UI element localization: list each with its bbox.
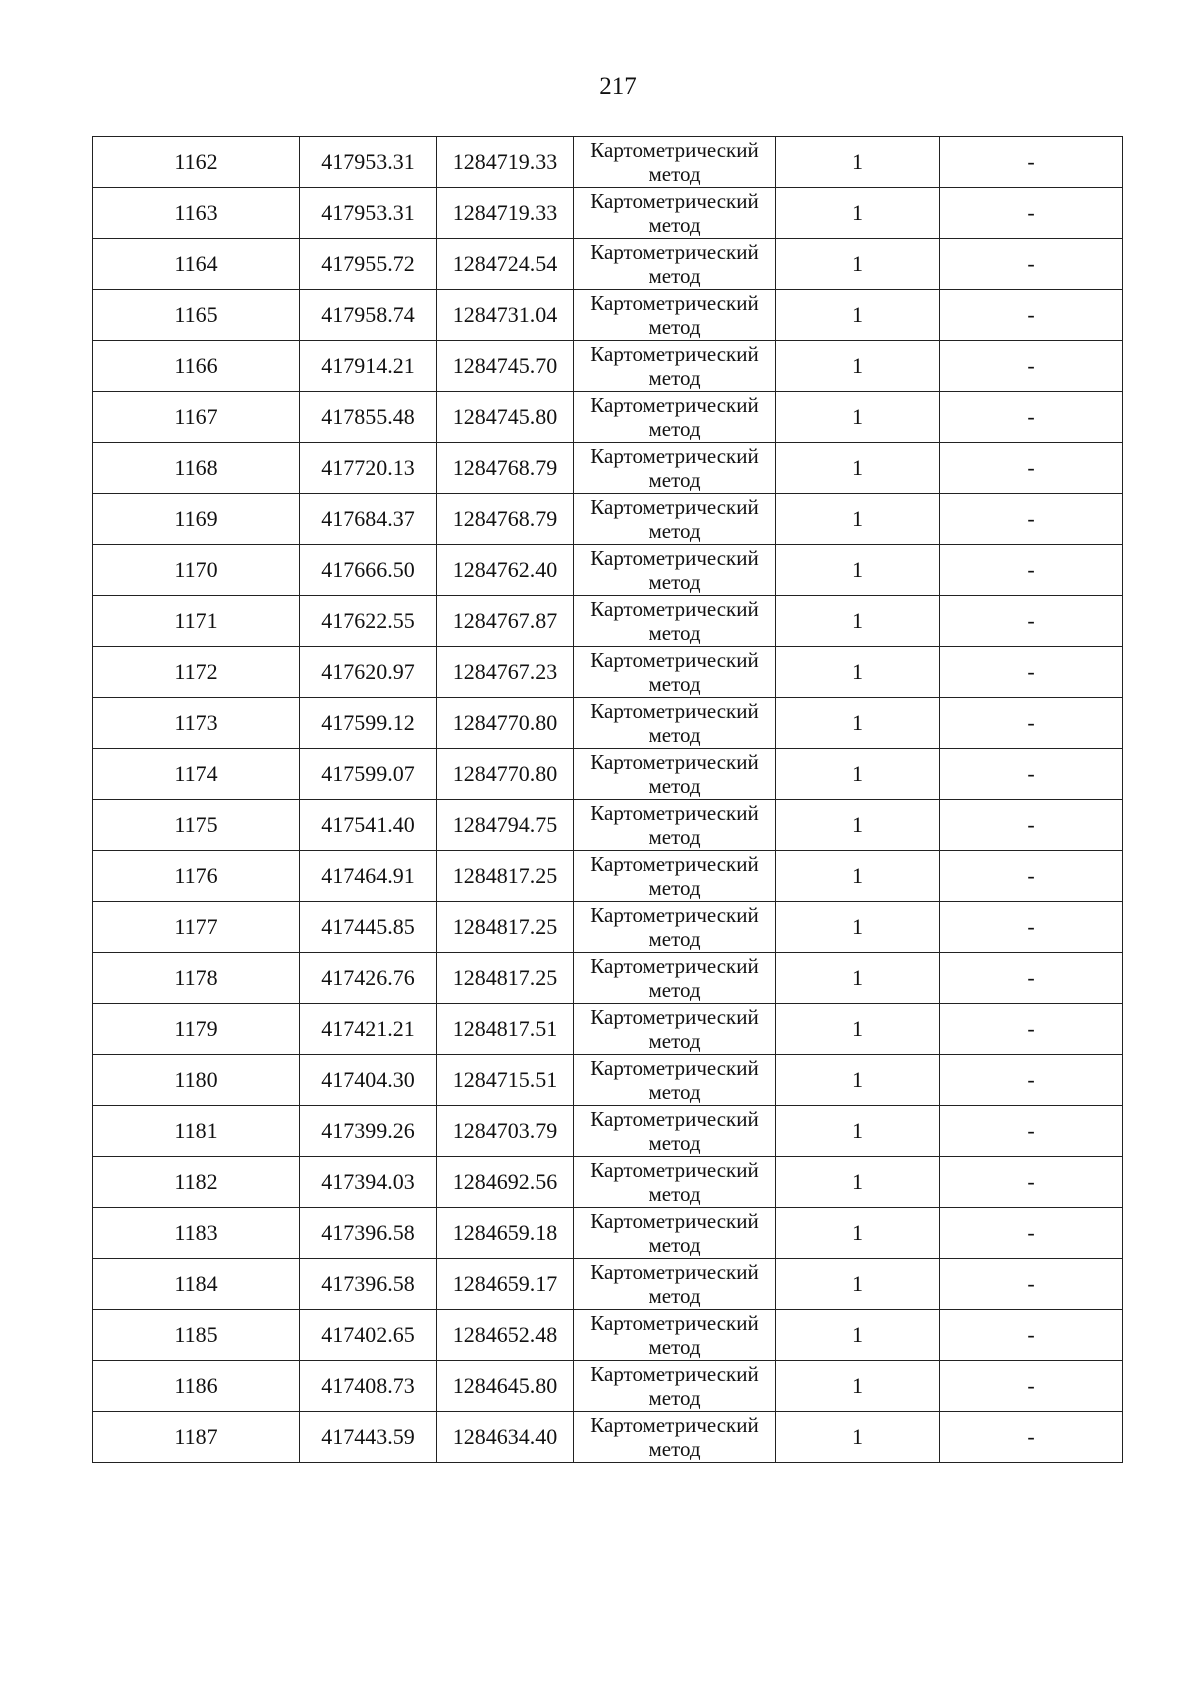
method-label-line1: Картометрический xyxy=(590,903,759,927)
table-row xyxy=(93,392,1123,443)
point-number-cell: 1182 xyxy=(93,1157,300,1208)
method-label-line2: метод xyxy=(648,1182,701,1206)
coordinates-table xyxy=(92,136,1123,1463)
method-label-line2: метод xyxy=(648,213,701,237)
y-coordinate-cell: 1284767.23 xyxy=(437,647,574,698)
table-row xyxy=(93,1004,1123,1055)
table-row xyxy=(93,290,1123,341)
method-cell xyxy=(574,1055,776,1106)
method-cell xyxy=(574,749,776,800)
page-number: 217 xyxy=(599,73,637,100)
y-coordinate-cell: 1284745.70 xyxy=(437,341,574,392)
point-number-cell: 1163 xyxy=(93,188,300,239)
note-cell: - xyxy=(940,698,1123,749)
method-cell xyxy=(574,1259,776,1310)
method-cell xyxy=(574,443,776,494)
note-cell: - xyxy=(940,341,1123,392)
method-label-line2: метод xyxy=(648,366,701,390)
y-coordinate-cell: 1284817.25 xyxy=(437,851,574,902)
table-row xyxy=(93,188,1123,239)
y-coordinate-cell: 1284692.56 xyxy=(437,1157,574,1208)
method-cell xyxy=(574,596,776,647)
point-number-cell: 1187 xyxy=(93,1412,300,1463)
method-label-line1: Картометрический xyxy=(590,342,759,366)
method-label-line1: Картометрический xyxy=(590,801,759,825)
point-number-cell: 1185 xyxy=(93,1310,300,1361)
x-coordinate-cell: 417855.48 xyxy=(300,392,437,443)
method-cell xyxy=(574,1004,776,1055)
accuracy-cell: 1 xyxy=(776,1055,940,1106)
note-cell: - xyxy=(940,953,1123,1004)
y-coordinate-cell: 1284719.33 xyxy=(437,137,574,188)
x-coordinate-cell: 417399.26 xyxy=(300,1106,437,1157)
x-coordinate-cell: 417720.13 xyxy=(300,443,437,494)
table-row xyxy=(93,953,1123,1004)
method-label-line1: Картометрический xyxy=(590,1209,759,1233)
method-label-line2: метод xyxy=(648,570,701,594)
method-label-line2: метод xyxy=(648,1437,701,1461)
note-cell: - xyxy=(940,494,1123,545)
method-label-line1: Картометрический xyxy=(590,750,759,774)
method-label-line1: Картометрический xyxy=(590,1005,759,1029)
accuracy-cell: 1 xyxy=(776,341,940,392)
x-coordinate-cell: 417408.73 xyxy=(300,1361,437,1412)
y-coordinate-cell: 1284724.54 xyxy=(437,239,574,290)
point-number-cell: 1173 xyxy=(93,698,300,749)
table-row xyxy=(93,1208,1123,1259)
accuracy-cell: 1 xyxy=(776,800,940,851)
point-number-cell: 1167 xyxy=(93,392,300,443)
point-number-cell: 1169 xyxy=(93,494,300,545)
method-label-line1: Картометрический xyxy=(590,138,759,162)
table-row xyxy=(93,1157,1123,1208)
method-cell xyxy=(574,1157,776,1208)
x-coordinate-cell: 417443.59 xyxy=(300,1412,437,1463)
note-cell: - xyxy=(940,239,1123,290)
method-label-line1: Картометрический xyxy=(590,648,759,672)
accuracy-cell: 1 xyxy=(776,1412,940,1463)
accuracy-cell: 1 xyxy=(776,443,940,494)
accuracy-cell: 1 xyxy=(776,596,940,647)
method-cell xyxy=(574,698,776,749)
table-row xyxy=(93,1106,1123,1157)
table-row xyxy=(93,1361,1123,1412)
point-number-cell: 1183 xyxy=(93,1208,300,1259)
note-cell: - xyxy=(940,1106,1123,1157)
accuracy-cell: 1 xyxy=(776,545,940,596)
accuracy-cell: 1 xyxy=(776,1004,940,1055)
method-label-line1: Картометрический xyxy=(590,1413,759,1437)
y-coordinate-cell: 1284770.80 xyxy=(437,698,574,749)
y-coordinate-cell: 1284762.40 xyxy=(437,545,574,596)
method-label-line2: метод xyxy=(648,162,701,186)
y-coordinate-cell: 1284703.79 xyxy=(437,1106,574,1157)
table-row xyxy=(93,1259,1123,1310)
accuracy-cell: 1 xyxy=(776,188,940,239)
note-cell: - xyxy=(940,749,1123,800)
method-label-line1: Картометрический xyxy=(590,393,759,417)
method-cell xyxy=(574,1208,776,1259)
accuracy-cell: 1 xyxy=(776,290,940,341)
x-coordinate-cell: 417421.21 xyxy=(300,1004,437,1055)
y-coordinate-cell: 1284719.33 xyxy=(437,188,574,239)
point-number-cell: 1175 xyxy=(93,800,300,851)
note-cell: - xyxy=(940,392,1123,443)
x-coordinate-cell: 417404.30 xyxy=(300,1055,437,1106)
y-coordinate-cell: 1284659.18 xyxy=(437,1208,574,1259)
method-label-line2: метод xyxy=(648,1335,701,1359)
method-cell xyxy=(574,392,776,443)
note-cell: - xyxy=(940,851,1123,902)
x-coordinate-cell: 417958.74 xyxy=(300,290,437,341)
x-coordinate-cell: 417426.76 xyxy=(300,953,437,1004)
y-coordinate-cell: 1284731.04 xyxy=(437,290,574,341)
note-cell: - xyxy=(940,902,1123,953)
note-cell: - xyxy=(940,1259,1123,1310)
table-row xyxy=(93,1310,1123,1361)
accuracy-cell: 1 xyxy=(776,1208,940,1259)
table-row xyxy=(93,749,1123,800)
accuracy-cell: 1 xyxy=(776,1361,940,1412)
method-cell xyxy=(574,953,776,1004)
method-label-line1: Картометрический xyxy=(590,1311,759,1335)
y-coordinate-cell: 1284768.79 xyxy=(437,443,574,494)
method-label-line2: метод xyxy=(648,978,701,1002)
method-label-line2: метод xyxy=(648,315,701,339)
table-row xyxy=(93,698,1123,749)
y-coordinate-cell: 1284768.79 xyxy=(437,494,574,545)
point-number-cell: 1171 xyxy=(93,596,300,647)
point-number-cell: 1164 xyxy=(93,239,300,290)
method-label-line1: Картометрический xyxy=(590,1362,759,1386)
point-number-cell: 1172 xyxy=(93,647,300,698)
point-number-cell: 1166 xyxy=(93,341,300,392)
point-number-cell: 1184 xyxy=(93,1259,300,1310)
method-label-line2: метод xyxy=(648,621,701,645)
note-cell: - xyxy=(940,443,1123,494)
method-label-line1: Картометрический xyxy=(590,699,759,723)
note-cell: - xyxy=(940,596,1123,647)
accuracy-cell: 1 xyxy=(776,1157,940,1208)
table-row xyxy=(93,902,1123,953)
y-coordinate-cell: 1284659.17 xyxy=(437,1259,574,1310)
x-coordinate-cell: 417396.58 xyxy=(300,1259,437,1310)
x-coordinate-cell: 417599.07 xyxy=(300,749,437,800)
note-cell: - xyxy=(940,545,1123,596)
method-label-line1: Картометрический xyxy=(590,1056,759,1080)
method-label-line1: Картометрический xyxy=(590,1107,759,1131)
note-cell: - xyxy=(940,800,1123,851)
x-coordinate-cell: 417402.65 xyxy=(300,1310,437,1361)
method-cell xyxy=(574,1310,776,1361)
method-cell xyxy=(574,902,776,953)
method-cell xyxy=(574,800,776,851)
x-coordinate-cell: 417599.12 xyxy=(300,698,437,749)
method-cell xyxy=(574,851,776,902)
method-label-line2: метод xyxy=(648,825,701,849)
x-coordinate-cell: 417953.31 xyxy=(300,188,437,239)
method-label-line1: Картометрический xyxy=(590,1260,759,1284)
method-label-line1: Картометрический xyxy=(590,852,759,876)
note-cell: - xyxy=(940,1361,1123,1412)
accuracy-cell: 1 xyxy=(776,239,940,290)
note-cell: - xyxy=(940,290,1123,341)
method-label-line2: метод xyxy=(648,1131,701,1155)
method-cell xyxy=(574,341,776,392)
method-label-line2: метод xyxy=(648,876,701,900)
accuracy-cell: 1 xyxy=(776,698,940,749)
y-coordinate-cell: 1284652.48 xyxy=(437,1310,574,1361)
x-coordinate-cell: 417541.40 xyxy=(300,800,437,851)
note-cell: - xyxy=(940,188,1123,239)
x-coordinate-cell: 417620.97 xyxy=(300,647,437,698)
accuracy-cell: 1 xyxy=(776,137,940,188)
note-cell: - xyxy=(940,1412,1123,1463)
method-label-line2: метод xyxy=(648,1233,701,1257)
table-row xyxy=(93,851,1123,902)
method-cell xyxy=(574,1361,776,1412)
y-coordinate-cell: 1284817.51 xyxy=(437,1004,574,1055)
point-number-cell: 1170 xyxy=(93,545,300,596)
method-label-line2: метод xyxy=(648,1284,701,1308)
note-cell: - xyxy=(940,1310,1123,1361)
note-cell: - xyxy=(940,1208,1123,1259)
x-coordinate-cell: 417464.91 xyxy=(300,851,437,902)
table-row xyxy=(93,494,1123,545)
accuracy-cell: 1 xyxy=(776,851,940,902)
point-number-cell: 1181 xyxy=(93,1106,300,1157)
point-number-cell: 1168 xyxy=(93,443,300,494)
table-row xyxy=(93,596,1123,647)
table-row xyxy=(93,341,1123,392)
x-coordinate-cell: 417953.31 xyxy=(300,137,437,188)
method-label-line1: Картометрический xyxy=(590,291,759,315)
accuracy-cell: 1 xyxy=(776,494,940,545)
method-label-line1: Картометрический xyxy=(590,444,759,468)
method-label-line1: Картометрический xyxy=(590,597,759,621)
method-label-line1: Картометрический xyxy=(590,1158,759,1182)
method-label-line2: метод xyxy=(648,1386,701,1410)
point-number-cell: 1165 xyxy=(93,290,300,341)
table-row xyxy=(93,1412,1123,1463)
table-row xyxy=(93,239,1123,290)
note-cell: - xyxy=(940,1004,1123,1055)
x-coordinate-cell: 417684.37 xyxy=(300,494,437,545)
accuracy-cell: 1 xyxy=(776,902,940,953)
point-number-cell: 1174 xyxy=(93,749,300,800)
point-number-cell: 1177 xyxy=(93,902,300,953)
y-coordinate-cell: 1284770.80 xyxy=(437,749,574,800)
method-label-line2: метод xyxy=(648,774,701,798)
y-coordinate-cell: 1284645.80 xyxy=(437,1361,574,1412)
method-label-line2: метод xyxy=(648,519,701,543)
table-row xyxy=(93,443,1123,494)
method-label-line1: Картометрический xyxy=(590,954,759,978)
note-cell: - xyxy=(940,647,1123,698)
y-coordinate-cell: 1284767.87 xyxy=(437,596,574,647)
y-coordinate-cell: 1284745.80 xyxy=(437,392,574,443)
accuracy-cell: 1 xyxy=(776,1106,940,1157)
accuracy-cell: 1 xyxy=(776,953,940,1004)
method-label-line2: метод xyxy=(648,264,701,288)
point-number-cell: 1162 xyxy=(93,137,300,188)
note-cell: - xyxy=(940,1055,1123,1106)
x-coordinate-cell: 417622.55 xyxy=(300,596,437,647)
method-label-line2: метод xyxy=(648,723,701,747)
x-coordinate-cell: 417666.50 xyxy=(300,545,437,596)
y-coordinate-cell: 1284794.75 xyxy=(437,800,574,851)
y-coordinate-cell: 1284634.40 xyxy=(437,1412,574,1463)
method-cell xyxy=(574,545,776,596)
method-cell xyxy=(574,188,776,239)
accuracy-cell: 1 xyxy=(776,1259,940,1310)
accuracy-cell: 1 xyxy=(776,749,940,800)
point-number-cell: 1180 xyxy=(93,1055,300,1106)
y-coordinate-cell: 1284715.51 xyxy=(437,1055,574,1106)
x-coordinate-cell: 417394.03 xyxy=(300,1157,437,1208)
x-coordinate-cell: 417914.21 xyxy=(300,341,437,392)
method-cell xyxy=(574,494,776,545)
table-row xyxy=(93,1055,1123,1106)
table-row xyxy=(93,647,1123,698)
y-coordinate-cell: 1284817.25 xyxy=(437,902,574,953)
method-label-line2: метод xyxy=(648,1029,701,1053)
method-label-line2: метод xyxy=(648,672,701,696)
point-number-cell: 1178 xyxy=(93,953,300,1004)
method-label-line1: Картометрический xyxy=(590,189,759,213)
method-label-line2: метод xyxy=(648,468,701,492)
method-cell xyxy=(574,239,776,290)
method-label-line1: Картометрический xyxy=(590,546,759,570)
table-row xyxy=(93,800,1123,851)
method-label-line2: метод xyxy=(648,417,701,441)
method-cell xyxy=(574,1412,776,1463)
x-coordinate-cell: 417396.58 xyxy=(300,1208,437,1259)
accuracy-cell: 1 xyxy=(776,392,940,443)
method-cell xyxy=(574,290,776,341)
y-coordinate-cell: 1284817.25 xyxy=(437,953,574,1004)
method-label-line2: метод xyxy=(648,1080,701,1104)
point-number-cell: 1179 xyxy=(93,1004,300,1055)
note-cell: - xyxy=(940,1157,1123,1208)
method-label-line1: Картометрический xyxy=(590,495,759,519)
method-cell xyxy=(574,1106,776,1157)
note-cell: - xyxy=(940,137,1123,188)
point-number-cell: 1176 xyxy=(93,851,300,902)
point-number-cell: 1186 xyxy=(93,1361,300,1412)
table-row xyxy=(93,545,1123,596)
method-label-line2: метод xyxy=(648,927,701,951)
x-coordinate-cell: 417445.85 xyxy=(300,902,437,953)
method-cell xyxy=(574,137,776,188)
method-cell xyxy=(574,647,776,698)
coordinates-table-body xyxy=(93,137,1123,1463)
method-label-line1: Картометрический xyxy=(590,240,759,264)
accuracy-cell: 1 xyxy=(776,1310,940,1361)
table-row xyxy=(93,137,1123,188)
x-coordinate-cell: 417955.72 xyxy=(300,239,437,290)
accuracy-cell: 1 xyxy=(776,647,940,698)
